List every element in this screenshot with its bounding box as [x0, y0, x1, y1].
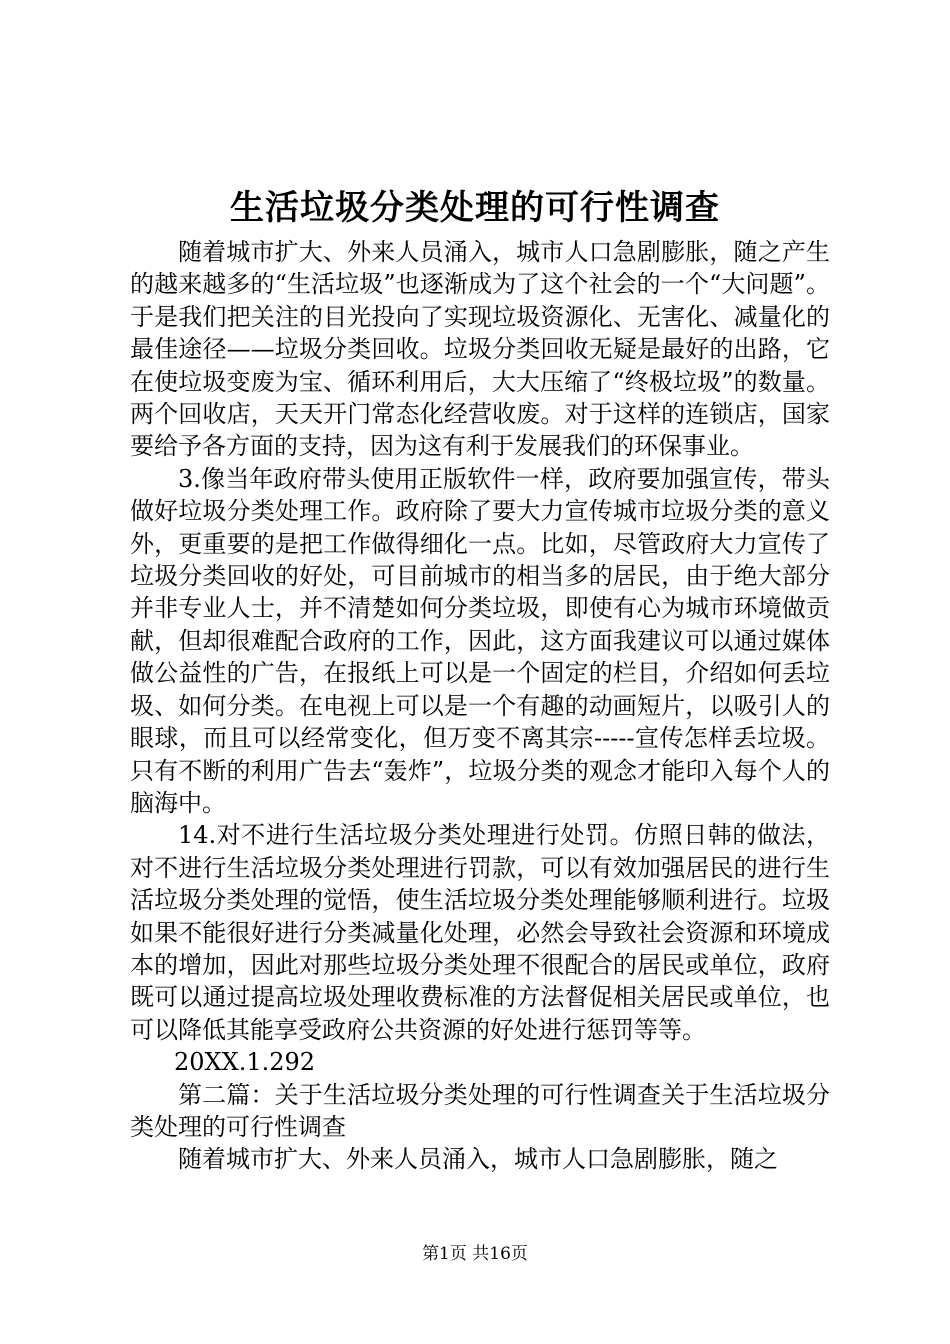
paragraph-intro: 随着城市扩大、外来人员涌入，城市人口急剧膨胀，随之产生的越来越多的“生活垃圾”也逐渐成为了这个社会的一个“大问题”。于是我们把关注的目光投向了实现垃圾资源化、无害化、减量化的最佳途径——垃圾分类回收。垃圾分类回收无疑是最好的出路，它在使垃圾变废为宝、循环利用后，大大压缩了“终极垃圾”的数量。两个回收店，天天开门常态化经营收废。对于这样的连锁店，国家要给予各方面的支持，因为这有利于发展我们的环保事业。: [130, 238, 830, 461]
paragraph-point-14: 14.对不进行生活垃圾分类处理进行处罚。仿照日韩的做法，对不进行生活垃圾分类处理进行罚款，可以有效加强居民的进行生活垃圾分类处理的觉悟，使生活垃圾分类处理能够顺利进行。垃圾如果不能很好进行分类减量化处理，必然会导致社会资源和环境成本的增加，因此对那些垃圾分类处理不很配合的居民或单位，政府既可以通过提高垃圾处理收费标准的方法督促相关居民或单位，也可以降低其能享受政府公共资源的好处进行惩罚等等。: [130, 821, 830, 1044]
paragraph-date: 20XX.1.292: [174, 1048, 316, 1077]
document-body: [130, 236, 830, 1176]
paragraph-point-3: 3.像当年政府带头使用正版软件一样，政府要加强宣传，带头做好垃圾分类处理工作。政府除了要大力宣传城市垃圾分类的意义外，更重要的是把工作做得细化一点。比如，尽管政府大力宣传了垃圾分类回收的好处，可目前城市的相当多的居民，由于绝大部分并非专业人士，并不清楚如何分类垃圾，即使有心为城市环境做贡献，但却很难配合政府的工作，因此，这方面我建议可以通过媒体做公益性的广告，在报纸上可以是一个固定的栏目，介绍如何丢垃圾、如何分类。在电视上可以是一个有趣的动画短片，以吸引人的眼球，而且可以经常变化，但万变不离其宗-----宣传怎样丢垃圾。只有不断的利用广告去“轰炸”，垃圾分类的观念才能印入每个人的脑海中。: [130, 464, 830, 817]
page-footer: 第1页 共16页: [422, 1244, 528, 1264]
paragraph-part-two-start: 随着城市扩大、外来人员涌入，城市人口急剧膨胀，随之: [178, 1145, 778, 1174]
document-title: 生活垃圾分类处理的可行性调查: [230, 188, 720, 228]
paragraph-part-two-heading: 第二篇：关于生活垃圾分类处理的可行性调查关于生活垃圾分类处理的可行性调查: [130, 1080, 830, 1141]
